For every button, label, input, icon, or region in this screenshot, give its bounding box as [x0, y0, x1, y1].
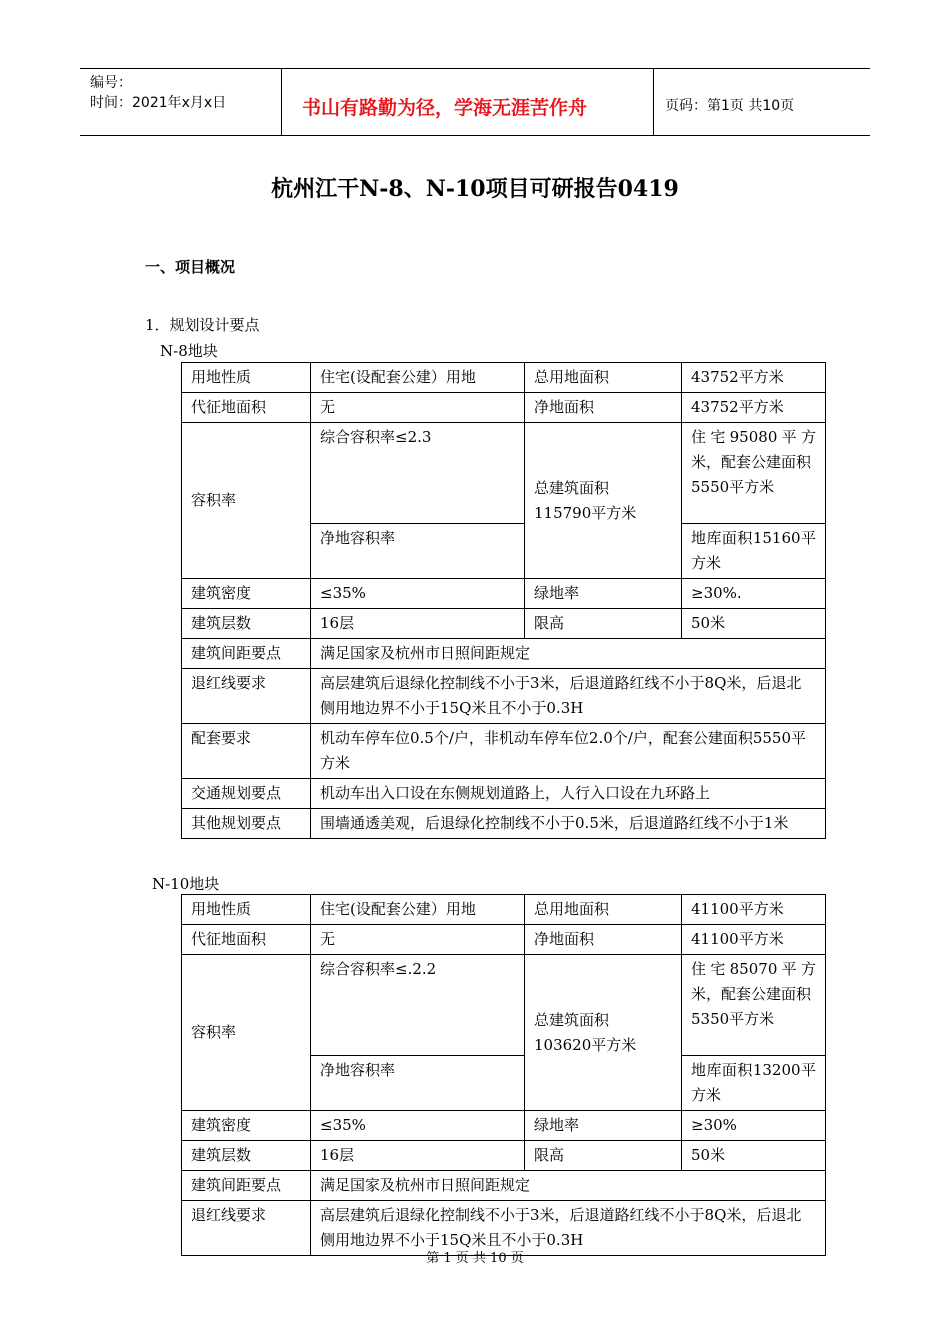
plot-n10-table — [181, 894, 826, 1256]
table-cell — [525, 423, 682, 579]
table-row — [182, 669, 826, 724]
table-cell: 满足国家及杭州市日照间距规定 — [311, 639, 826, 669]
table-cell: 净地容积率 — [311, 1056, 525, 1111]
plot-n8-label: N-8地块 — [160, 342, 218, 360]
table-cell: 其他规划要点 — [182, 809, 311, 839]
table-cell: 代征地面积 — [182, 393, 311, 423]
header-meta — [80, 69, 281, 136]
table-cell: 综合容积率≤.2.2 — [311, 955, 525, 1056]
gfa-value: 115790平方米 — [534, 503, 637, 522]
document-title: 杭州江干N-8、N-10项目可研报告0419 — [271, 176, 679, 202]
table-cell: 43752平方米 — [682, 393, 826, 423]
table-row — [182, 809, 826, 839]
table-cell: ≥30%. — [682, 579, 826, 609]
table-cell: 机动车出入口设在东侧规划道路上，人行入口设在九环路上 — [311, 779, 826, 809]
supporting-gfa: 5550平方米 — [691, 478, 775, 496]
table-cell: ≥30% — [682, 1111, 826, 1141]
table-cell: 高层建筑后退绿化控制线不小于3米，后退道路红线不小于8Q米，后退北侧用地边界不小于15Q米且不小于0.3H — [311, 1201, 826, 1256]
table-row — [182, 955, 826, 1056]
table-cell: 住宅(设配套公建）用地 — [311, 895, 525, 925]
table-cell: 建筑密度 — [182, 1111, 311, 1141]
table-cell: 16层 — [311, 1141, 525, 1171]
table-cell: 退红线要求 — [182, 669, 311, 724]
table-cell: 43752平方米 — [682, 363, 826, 393]
table-cell: 净地面积 — [525, 393, 682, 423]
table-row — [182, 724, 826, 779]
table-cell: 满足国家及杭州市日照间距规定 — [311, 1171, 826, 1201]
table-row — [182, 609, 826, 639]
residential-gfa: 住宅85070平方米，配套公建面积 — [691, 960, 816, 1003]
table-cell: 无 — [311, 925, 525, 955]
table-cell: 综合容积率≤2.3 — [311, 423, 525, 524]
time-label: 时间：2021年x月x日 — [90, 95, 227, 111]
table-cell: 交通规划要点 — [182, 779, 311, 809]
table-row — [182, 895, 826, 925]
table-cell: 围墙通透美观，后退绿化控制线不小于0.5米，后退道路红线不小于1米 — [311, 809, 826, 839]
table-row — [182, 1171, 826, 1201]
table-cell: 配套要求 — [182, 724, 311, 779]
table-cell: 代征地面积 — [182, 925, 311, 955]
table-cell: ≤35% — [311, 579, 525, 609]
table-cell: 建筑间距要点 — [182, 1171, 311, 1201]
table-cell: 41100平方米 — [682, 895, 826, 925]
table-cell: 住宅(设配套公建）用地 — [311, 363, 525, 393]
document-header — [80, 68, 870, 136]
table-row — [182, 779, 826, 809]
residential-gfa: 住宅95080平方米，配套公建面积 — [691, 428, 816, 471]
table-cell: ≤35% — [311, 1111, 525, 1141]
table-cell: 地库面积13200平方米 — [682, 1056, 826, 1111]
header-page-info: 页码：第1页 共10页 — [665, 98, 795, 114]
gfa-label: 总建筑面积 — [534, 1010, 610, 1029]
section-heading: 一、项目概况 — [145, 258, 236, 276]
page-footer: 第 1 页 共 10 页 — [426, 1251, 524, 1266]
gfa-value: 103620平方米 — [534, 1035, 637, 1054]
table-cell — [682, 955, 826, 1056]
table-cell: 50米 — [682, 1141, 826, 1171]
table-cell: 16层 — [311, 609, 525, 639]
plot-n8-table — [181, 362, 826, 839]
table-cell — [525, 955, 682, 1111]
number-label: 编号： — [90, 75, 132, 91]
table-cell: 限高 — [525, 1141, 682, 1171]
table-cell: 机动车停车位0.5个/户，非机动车停车位2.0个/户，配套公建面积5550平方米 — [311, 724, 826, 779]
subsection-heading: 1．规划设计要点 — [145, 316, 260, 334]
plot-n10-label: N-10地块 — [152, 875, 220, 893]
table-cell: 总用地面积 — [525, 895, 682, 925]
table-cell: 净地容积率 — [311, 524, 525, 579]
table-row — [182, 393, 826, 423]
table-cell: 净地面积 — [525, 925, 682, 955]
table-cell: 用地性质 — [182, 895, 311, 925]
table-cell: 容积率 — [182, 423, 311, 579]
table-row — [182, 639, 826, 669]
gfa-label: 总建筑面积 — [534, 478, 610, 497]
table-cell: 无 — [311, 393, 525, 423]
table-cell: 绿地率 — [525, 579, 682, 609]
table-cell: 建筑层数 — [182, 1141, 311, 1171]
table-cell: 绿地率 — [525, 1111, 682, 1141]
table-cell: 用地性质 — [182, 363, 311, 393]
table-cell — [682, 423, 826, 524]
table-cell: 容积率 — [182, 955, 311, 1111]
table-row — [182, 363, 826, 393]
table-row — [182, 1111, 826, 1141]
table-cell: 建筑层数 — [182, 609, 311, 639]
table-cell: 41100平方米 — [682, 925, 826, 955]
table-cell: 高层建筑后退绿化控制线不小于3米，后退道路红线不小于8Q米，后退北侧用地边界不小于15Q米且不小于0.3H — [311, 669, 826, 724]
table-cell: 50米 — [682, 609, 826, 639]
table-cell: 建筑密度 — [182, 579, 311, 609]
table-cell: 地库面积15160平方米 — [682, 524, 826, 579]
table-row — [182, 423, 826, 524]
table-cell: 限高 — [525, 609, 682, 639]
table-cell: 退红线要求 — [182, 1201, 311, 1256]
header-motto: 书山有路勤为径，学海无涯苦作舟 — [281, 69, 654, 136]
table-row — [182, 925, 826, 955]
table-cell: 总用地面积 — [525, 363, 682, 393]
table-row — [182, 579, 826, 609]
supporting-gfa: 5350平方米 — [691, 1010, 775, 1028]
table-cell: 建筑间距要点 — [182, 639, 311, 669]
table-row — [182, 1141, 826, 1171]
